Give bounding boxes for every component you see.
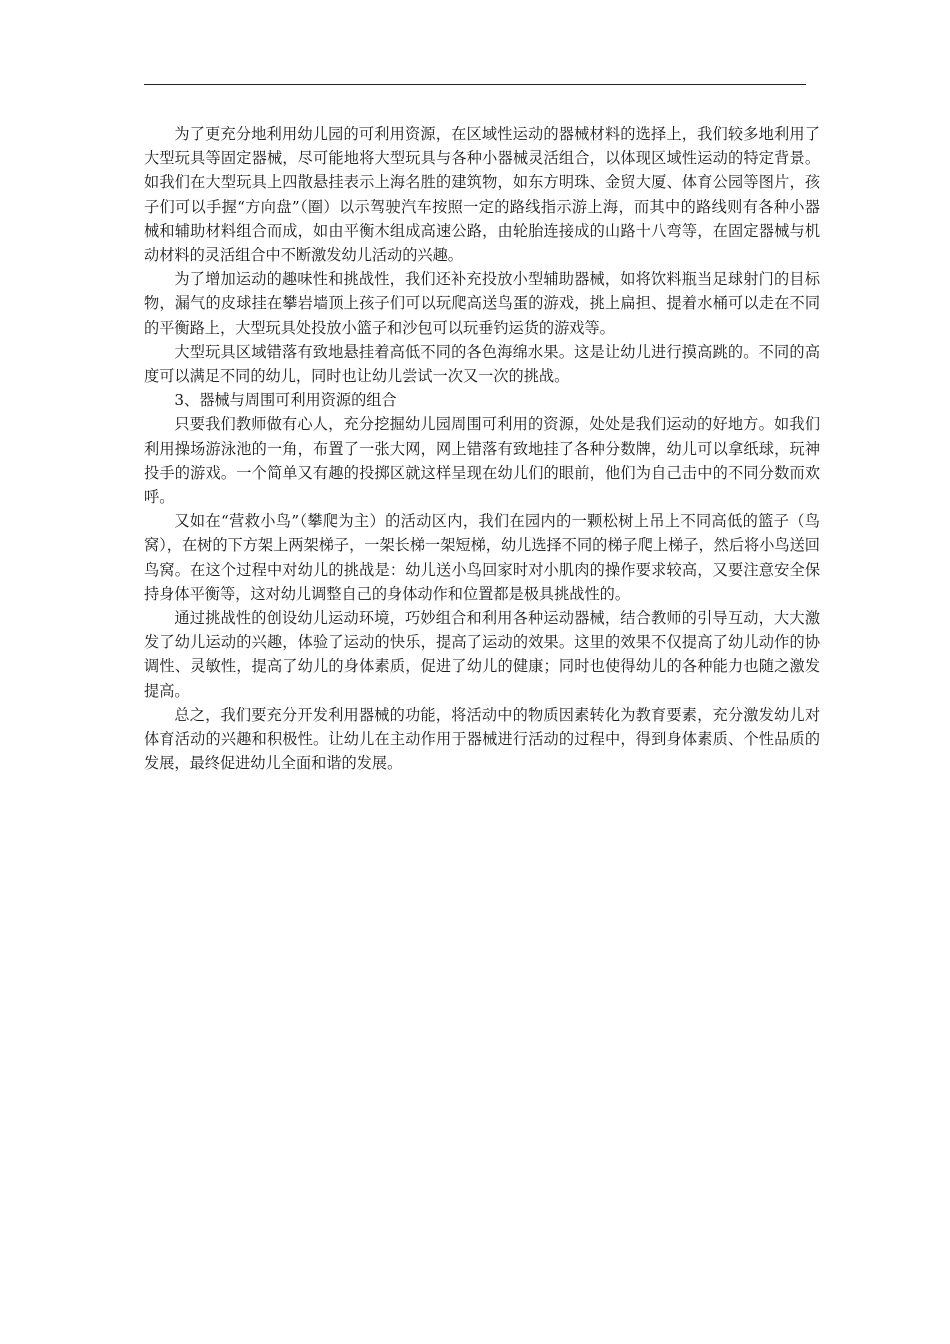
paragraph-2: 为了增加运动的趣味性和挑战性，我们还补充投放小型辅助器械，如将饮料瓶当足球射门的目标物，漏气的皮球挂在攀岩墙顶上孩子们可以玩爬高送鸟蛋的游戏，挑上扁担、提着水桶可以走在不同的平衡路上，大型玩具处投放小篮子和沙包可以玩垂钓运货的游戏等。: [144, 270, 820, 337]
paragraph-5: 又如在“营救小鸟”（攀爬为主）的活动区内，我们在园内的一颗松树上吊上不同高低的篮子（鸟窝），在树的下方架上两架梯子，一架长梯一架短梯，幼儿选择不同的梯子爬上梯子，然后将小鸟送回鸟窝。在这个过程中对幼儿的挑战是：幼儿送小鸟回家时对小肌肉的操作要求较高，又要注意安全保持身体平衡等，这对幼儿调整自己的身体动作和位置都是极具挑战性的。: [144, 512, 820, 603]
section-heading: 3、器械与周围可利用资源的组合: [174, 391, 397, 410]
header-rule: [144, 84, 806, 85]
document-body: [144, 122, 820, 775]
paragraph-7: 总之，我们要充分开发利用器械的功能，将活动中的物质因素转化为教育要素，充分激发幼儿对体育活动的兴趣和积极性。让幼儿在主动作用于器械进行活动的过程中，得到身体素质、个性品质的发展，最终促进幼儿全面和谐的发展。: [144, 705, 820, 773]
paragraph-1: 为了更充分地利用幼儿园的可利用资源，在区域性运动的器械材料的选择上，我们较多地利用了大型玩具等固定器械，尽可能地将大型玩具与各种小器械灵活组合，以体现区域性运动的特定背景。如我们在大型玩具上四散悬挂表示上海名胜的建筑物，如东方明珠、金贸大厦、体育公园等图片，孩子们可以手握“方向盘”（圈）以示驾驶汽车按照一定的路线指示游上海，而其中的路线则有各种小器械和辅助材料组合而成，如由平衡木组成高速公路，由轮胎连接成的山路十八弯等，在固定器械与机动材料的灵活组合中不断激发幼儿活动的兴趣。: [144, 125, 820, 265]
paragraph-4: 只要我们教师做有心人，充分挖掘幼儿园周围可利用的资源，处处是我们运动的好地方。如我们利用操场游泳池的一角，布置了一张大网，网上错落有致地挂了各种分数牌，幼儿可以拿纸球，玩神投手的游戏。一个简单又有趣的投掷区就这样呈现在幼儿们的眼前，他们为自己击中的不同分数而欢呼。: [144, 415, 820, 507]
paragraph-3: 大型玩具区域错落有致地悬挂着高低不同的各色海绵水果。这是让幼儿进行摸高跳的。不同的高度可以满足不同的幼儿，同时也让幼儿尝试一次又一次的挑战。: [144, 342, 820, 386]
paragraph-6: 通过挑战性的创设幼儿运动环境，巧妙组合和利用各种运动器械，结合教师的引导互动，大大激发了幼儿运动的兴趣，体验了运动的快乐，提高了运动的效果。这里的效果不仅提高了幼儿动作的协调性、灵敏性，提高了幼儿的身体素质，促进了幼儿的健康；同时也使得幼儿的各种能力也随之激发提高。: [144, 609, 820, 700]
